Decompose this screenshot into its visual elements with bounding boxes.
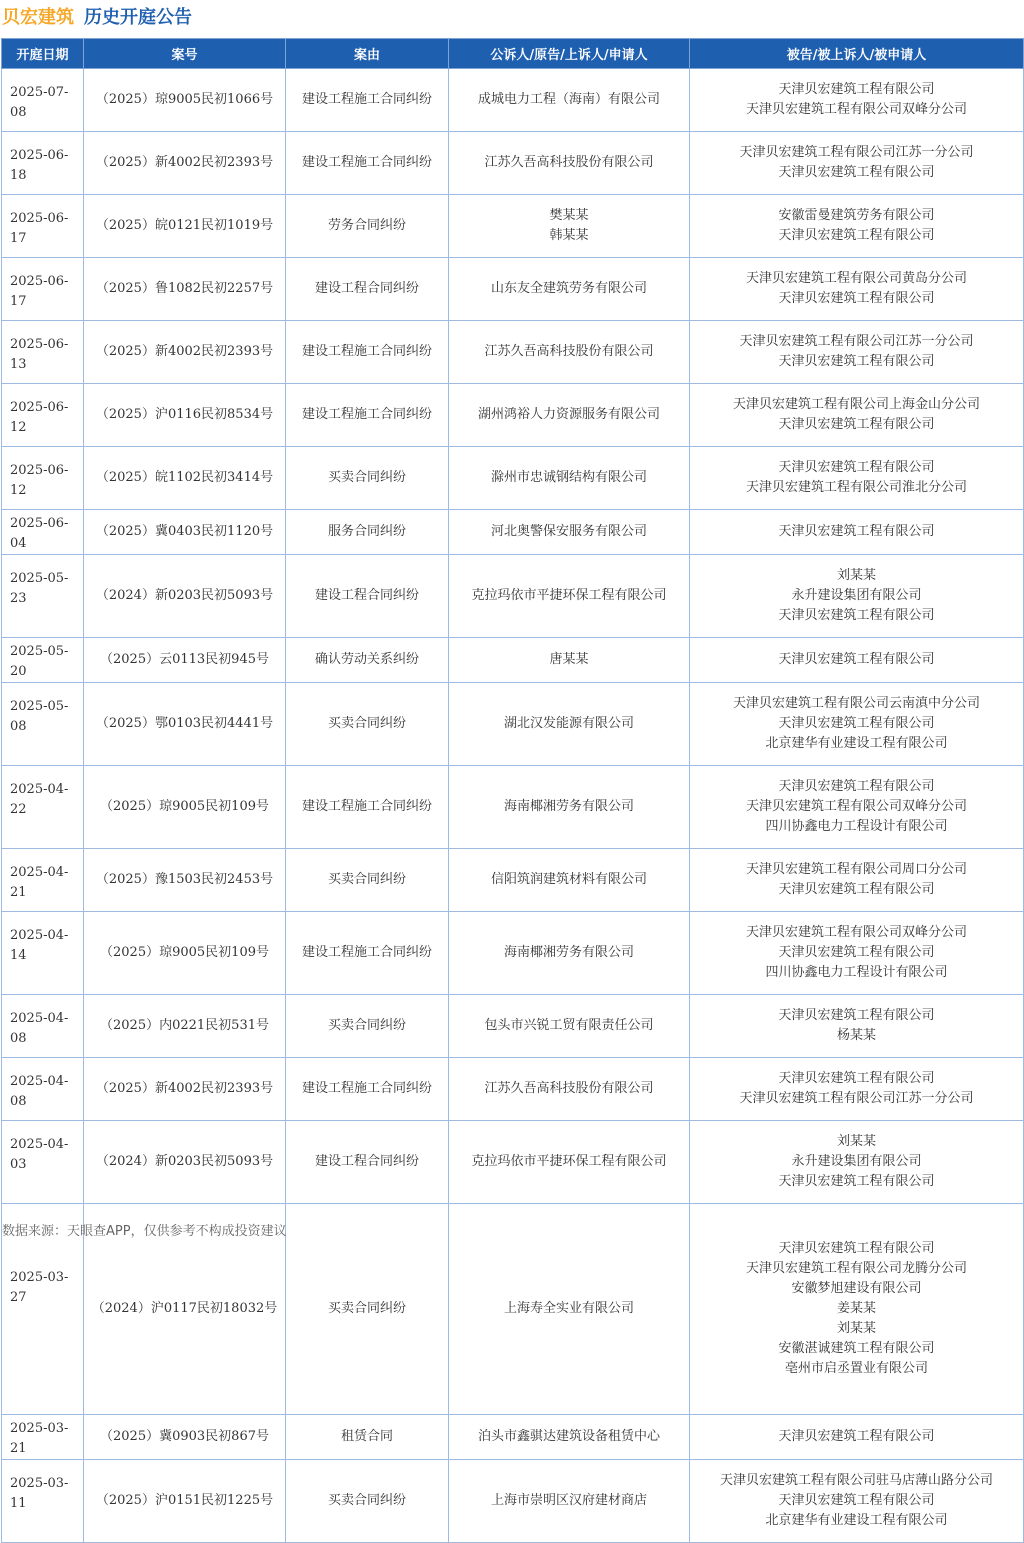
table-row [2,683,1024,766]
cell-plaintiff [449,912,690,995]
cell-plaintiff-line: 湖州鸿裕人力资源服务有限公司 [477,407,660,422]
cell-case-number: （2025）沪0116民初8534号 [84,384,286,447]
cell-plaintiff [449,849,690,912]
cell-defendant [690,384,1024,447]
cell-plaintiff-line: 海南椰湘劳务有限公司 [503,945,634,960]
cell-cause: 买卖合同纠纷 [286,447,449,510]
cell-cause: 租赁合同 [286,1415,449,1460]
cell-date: 2025-03-11 [2,1460,84,1543]
cell-plaintiff [449,321,690,384]
cell-defendant-line: 天津贝宏建筑工程有限公司 [778,460,935,475]
table-row [2,447,1024,510]
cell-defendant-line: 天津贝宏建筑工程有限公司双峰分公司 [745,925,967,940]
cell-defendant-line: 天津贝宏建筑工程有限公司驻马店薄山路分公司 [719,1473,993,1488]
cell-date: 2025-07-08 [2,69,84,132]
cell-defendant-line: 天津贝宏建筑工程有限公司 [778,417,935,432]
cell-plaintiff-line: 樊某某 [549,208,589,223]
cell-date: 2025-04-08 [2,1058,84,1121]
cell-case-number: （2025）内0221民初531号 [84,995,286,1058]
cell-defendant-line: 亳州市启丞置业有限公司 [784,1361,928,1376]
cell-case-number: （2025）琼9005民初1066号 [84,69,286,132]
cell-defendant-line: 天津贝宏建筑工程有限公司双峰分公司 [745,102,967,117]
cell-date: 2025-05-20 [2,638,84,683]
cell-defendant-line: 天津贝宏建筑工程有限公司黄岛分公司 [745,271,967,286]
court-announcement-table [1,38,1024,1543]
cell-cause: 买卖合同纠纷 [286,849,449,912]
table-row [2,510,1024,555]
cell-plaintiff-line: 江苏久吾高科技股份有限公司 [484,344,654,359]
cell-defendant [690,69,1024,132]
cell-date: 2025-05-23 [2,555,84,638]
cell-defendant-line: 天津贝宏建筑工程有限公司上海金山分公司 [732,397,980,412]
cell-cause: 服务合同纠纷 [286,510,449,555]
cell-cause: 建设工程施工合同纠纷 [286,321,449,384]
page-title: 历史开庭公告 [84,7,192,28]
cell-defendant [690,555,1024,638]
cell-defendant [690,1204,1024,1415]
cell-plaintiff [449,995,690,1058]
table-body [2,69,1024,1543]
cell-defendant-line: 北京建华有业建设工程有限公司 [765,1513,948,1528]
cell-defendant-line: 天津贝宏建筑工程有限公司云南滇中分公司 [732,696,980,711]
cell-cause: 买卖合同纠纷 [286,1460,449,1543]
cell-case-number: （2024）新0203民初5093号 [84,1121,286,1204]
cell-date: 2025-05-08 [2,683,84,766]
cell-plaintiff-line: 湖北汉发能源有限公司 [503,716,634,731]
cell-defendant-line: 天津贝宏建筑工程有限公司 [778,291,935,306]
table-row [2,1460,1024,1543]
cell-defendant-line: 天津贝宏建筑工程有限公司 [778,1241,935,1256]
cell-case-number: （2025）皖1102民初3414号 [84,447,286,510]
cell-cause: 建设工程合同纠纷 [286,555,449,638]
table-row [2,766,1024,849]
cell-plaintiff-line: 上海市崇明区汉府建材商店 [490,1493,647,1508]
table-row [2,912,1024,995]
company-name: 贝宏建筑 [2,7,74,28]
cell-defendant-line: 天津贝宏建筑工程有限公司 [778,779,935,794]
table-row [2,195,1024,258]
cell-defendant-line: 天津贝宏建筑工程有限公司淮北分公司 [745,480,967,495]
cell-plaintiff [449,1204,690,1415]
cell-defendant-line: 天津贝宏建筑工程有限公司 [778,945,935,960]
cell-plaintiff-line: 克拉玛依市平捷环保工程有限公司 [471,1154,667,1169]
cell-date: 2025-06-13 [2,321,84,384]
cell-plaintiff [449,1460,690,1543]
column-header-defendant: 被告/被上诉人/被申请人 [690,39,1024,69]
cell-cause: 建设工程施工合同纠纷 [286,69,449,132]
cell-plaintiff [449,258,690,321]
cell-defendant-line: 刘某某 [836,1134,876,1149]
cell-plaintiff-line: 信阳筑润建筑材料有限公司 [490,872,647,887]
cell-defendant-line: 天津贝宏建筑工程有限公司 [778,524,935,539]
cell-cause: 建设工程施工合同纠纷 [286,1058,449,1121]
cell-case-number: （2025）冀0903民初867号 [84,1415,286,1460]
table-row [2,638,1024,683]
table-row [2,132,1024,195]
cell-defendant-line: 四川协鑫电力工程设计有限公司 [765,819,948,834]
cell-defendant [690,1121,1024,1204]
cell-date: 2025-06-12 [2,447,84,510]
cell-plaintiff-line: 泊头市鑫骐达建筑设备租赁中心 [477,1429,660,1444]
cell-plaintiff [449,1121,690,1204]
cell-defendant [690,912,1024,995]
cell-defendant-line: 天津贝宏建筑工程有限公司 [778,354,935,369]
table-row [2,555,1024,638]
cell-defendant-line: 天津贝宏建筑工程有限公司 [778,1071,935,1086]
cell-defendant-line: 天津贝宏建筑工程有限公司 [778,165,935,180]
cell-plaintiff-line: 江苏久吾高科技股份有限公司 [484,155,654,170]
cell-date: 2025-04-22 [2,766,84,849]
column-header-cause: 案由 [286,39,449,69]
cell-plaintiff-line: 成城电力工程（海南）有限公司 [477,92,660,107]
cell-defendant [690,766,1024,849]
cell-defendant-line: 天津贝宏建筑工程有限公司 [778,1493,935,1508]
cell-defendant-line: 天津贝宏建筑工程有限公司江苏一分公司 [739,1091,974,1106]
cell-cause: 劳务合同纠纷 [286,195,449,258]
cell-defendant-line: 天津贝宏建筑工程有限公司 [778,608,935,623]
column-header-case: 案号 [84,39,286,69]
cell-defendant [690,258,1024,321]
cell-case-number: （2025）豫1503民初2453号 [84,849,286,912]
table-row [2,1121,1024,1204]
cell-defendant-line: 杨某某 [836,1028,876,1043]
table-row [2,995,1024,1058]
cell-defendant-line: 四川协鑫电力工程设计有限公司 [765,965,948,980]
cell-plaintiff-line: 山东友全建筑劳务有限公司 [490,281,647,296]
cell-cause: 建设工程合同纠纷 [286,1121,449,1204]
cell-defendant-line: 永升建设集团有限公司 [791,588,922,603]
cell-date: 2025-06-17 [2,195,84,258]
cell-defendant-line: 天津贝宏建筑工程有限公司 [778,1174,935,1189]
cell-defendant-line: 天津贝宏建筑工程有限公司 [778,882,935,897]
cell-plaintiff [449,447,690,510]
cell-defendant-line: 安徽雷曼建筑劳务有限公司 [778,208,935,223]
cell-defendant [690,321,1024,384]
cell-defendant-line: 永升建设集团有限公司 [791,1154,922,1169]
cell-defendant-line: 天津贝宏建筑工程有限公司 [778,1429,935,1444]
cell-cause: 建设工程施工合同纠纷 [286,766,449,849]
cell-date: 2025-04-21 [2,849,84,912]
cell-defendant [690,995,1024,1058]
cell-case-number: （2025）云0113民初945号 [84,638,286,683]
cell-date: 2025-06-04 [2,510,84,555]
cell-defendant-line: 天津贝宏建筑工程有限公司龙腾分公司 [745,1261,967,1276]
cell-plaintiff [449,1058,690,1121]
cell-plaintiff [449,555,690,638]
cell-defendant-line: 安徽湛诚建筑工程有限公司 [778,1341,935,1356]
table-row [2,69,1024,132]
cell-defendant-line: 天津贝宏建筑工程有限公司 [778,652,935,667]
cell-plaintiff [449,1415,690,1460]
cell-defendant [690,132,1024,195]
cell-cause: 建设工程施工合同纠纷 [286,912,449,995]
cell-defendant [690,849,1024,912]
cell-plaintiff-line: 包头市兴锐工贸有限责任公司 [484,1018,654,1033]
cell-date: 2025-06-18 [2,132,84,195]
table-row [2,1058,1024,1121]
cell-defendant-line: 天津贝宏建筑工程有限公司 [778,1008,935,1023]
cell-date: 2025-06-17 [2,258,84,321]
cell-defendant-line: 天津贝宏建筑工程有限公司 [778,228,935,243]
cell-plaintiff-line: 上海寿全实业有限公司 [503,1301,634,1316]
cell-date: 2025-06-12 [2,384,84,447]
cell-defendant [690,1058,1024,1121]
cell-plaintiff-line: 克拉玛依市平捷环保工程有限公司 [471,588,667,603]
cell-defendant [690,1415,1024,1460]
cell-defendant-line: 安徽梦旭建设有限公司 [791,1281,922,1296]
cell-plaintiff [449,195,690,258]
cell-plaintiff [449,510,690,555]
cell-plaintiff [449,766,690,849]
cell-date: 2025-04-14 [2,912,84,995]
cell-defendant-line: 天津贝宏建筑工程有限公司江苏一分公司 [739,145,974,160]
cell-defendant [690,683,1024,766]
cell-case-number: （2025）鲁1082民初2257号 [84,258,286,321]
cell-defendant-line: 天津贝宏建筑工程有限公司双峰分公司 [745,799,967,814]
cell-plaintiff [449,384,690,447]
cell-plaintiff-line: 河北奥警保安服务有限公司 [490,524,647,539]
cell-case-number: （2025）琼9005民初109号 [84,766,286,849]
cell-case-number: （2024）沪0117民初18032号 [84,1204,286,1415]
page-header [0,0,1024,32]
table-row [2,1415,1024,1460]
table-header-row [2,39,1024,69]
cell-date: 2025-03-27 [2,1204,84,1415]
cell-defendant-line: 刘某某 [836,568,876,583]
cell-plaintiff-line: 滁州市忠诚钢结构有限公司 [490,470,647,485]
cell-cause: 确认劳动关系纠纷 [286,638,449,683]
cell-date: 2025-04-03 [2,1121,84,1204]
cell-case-number: （2025）沪0151民初1225号 [84,1460,286,1543]
cell-date: 2025-04-08 [2,995,84,1058]
column-header-plaintiff: 公诉人/原告/上诉人/申请人 [449,39,690,69]
column-header-date: 开庭日期 [2,39,84,69]
cell-cause: 建设工程施工合同纠纷 [286,384,449,447]
cell-case-number: （2025）新4002民初2393号 [84,132,286,195]
cell-defendant [690,447,1024,510]
data-source-note: 数据来源：天眼查APP，仅供参考不构成投资建议 [2,1224,287,1239]
table-row [2,384,1024,447]
cell-plaintiff [449,132,690,195]
cell-plaintiff-line: 韩某某 [549,228,589,243]
cell-cause: 建设工程合同纠纷 [286,258,449,321]
cell-defendant-line: 刘某某 [836,1321,876,1336]
table-row [2,849,1024,912]
cell-plaintiff [449,638,690,683]
table-row [2,258,1024,321]
cell-date: 2025-03-21 [2,1415,84,1460]
cell-case-number: （2025）新4002民初2393号 [84,321,286,384]
cell-plaintiff-line: 唐某某 [549,652,589,667]
cell-plaintiff [449,683,690,766]
cell-defendant-line: 天津贝宏建筑工程有限公司江苏一分公司 [739,334,974,349]
cell-case-number: （2025）鄂0103民初4441号 [84,683,286,766]
cell-defendant-line: 天津贝宏建筑工程有限公司 [778,82,935,97]
cell-plaintiff-line: 海南椰湘劳务有限公司 [503,799,634,814]
cell-cause: 买卖合同纠纷 [286,683,449,766]
cell-case-number: （2025）皖0121民初1019号 [84,195,286,258]
cell-cause: 建设工程施工合同纠纷 [286,132,449,195]
cell-defendant [690,510,1024,555]
cell-case-number: （2025）冀0403民初1120号 [84,510,286,555]
cell-defendant-line: 姜某某 [836,1301,876,1316]
cell-defendant-line: 北京建华有业建设工程有限公司 [765,736,948,751]
cell-plaintiff [449,69,690,132]
cell-defendant [690,1460,1024,1543]
cell-cause: 买卖合同纠纷 [286,995,449,1058]
cell-plaintiff-line: 江苏久吾高科技股份有限公司 [484,1081,654,1096]
table-row [2,321,1024,384]
cell-cause: 买卖合同纠纷 [286,1204,449,1415]
cell-case-number: （2025）新4002民初2393号 [84,1058,286,1121]
cell-defendant-line: 天津贝宏建筑工程有限公司 [778,716,935,731]
cell-defendant [690,195,1024,258]
cell-case-number: （2025）琼9005民初109号 [84,912,286,995]
cell-defendant-line: 天津贝宏建筑工程有限公司周口分公司 [745,862,967,877]
cell-defendant [690,638,1024,683]
cell-case-number: （2024）新0203民初5093号 [84,555,286,638]
